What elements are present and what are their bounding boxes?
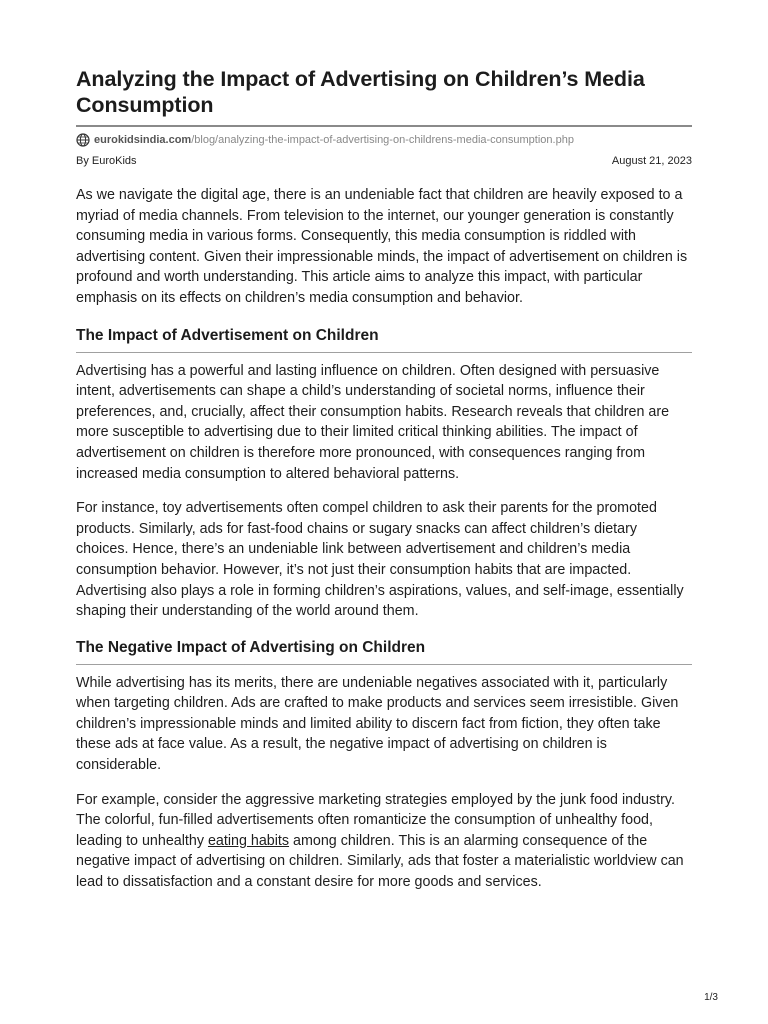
title-divider (76, 125, 692, 127)
source-path[interactable]: /blog/analyzing-the-impact-of-advertising-on-childrens-media-consumption.php (191, 134, 574, 146)
article-page (76, 66, 692, 893)
section-heading: The Impact of Advertisement on Children (76, 326, 379, 344)
page-number: 1/3 (704, 992, 718, 1003)
section-divider (76, 664, 692, 665)
publish-date: August 21, 2023 (611, 155, 692, 167)
body-paragraph: Advertising has a powerful and lasting influence on children. Often designed with persuasive intent, advertisements can shape a child’s understanding of societal norms, influence their preferences, and, crucially, affect their consumption habits. Research reveals that children are more susceptible to advertising due to their limited critical thinking abilities. The impact of advertisement on children is therefore more pronounced, with consequences ranging from increased media consumption to altered behavioral patterns. (76, 362, 670, 482)
section-divider (76, 352, 692, 353)
paragraph-text: For example, consider the aggressive marketing strategies employed by the junk food industry. The colorful, fun-filled advertisements often romanticize the consumption of unhealthy food, leading to unhealthy (76, 791, 675, 849)
source-domain[interactable]: eurokidsindia.com (94, 134, 192, 146)
body-paragraph (76, 790, 692, 893)
body-paragraph: While advertising has its merits, there are undeniable negatives associated with it, particularly when targeting children. Ads are crafted to make products and services seem irresistible. Given children’s impressionable minds and limited ability to discern fact from fiction, they often take these ads at face value. As a result, the negative impact of advertising on children is considerable. (76, 674, 679, 774)
article-meta (76, 154, 692, 168)
source-url[interactable] (76, 132, 692, 148)
section-heading: The Negative Impact of Advertising on Children (76, 638, 426, 656)
eating-habits-link[interactable]: eating habits (207, 832, 290, 849)
page-title: Analyzing the Impact of Advertising on Children’s Media Consumption (76, 67, 645, 117)
intro-paragraph: As we navigate the digital age, there is an undeniable fact that children are heavily exposed to a myriad of media channels. From television to the internet, our younger generation is constantly consuming media in various forms. Consequently, this media consumption is riddled with advertising content. Given their impressionable minds, the impact of advertisement on children is profound and worth understanding. This article aims to analyze this impact, with particular emphasis on its effects on children’s media consumption and behavior. (76, 187, 688, 306)
author-byline: By EuroKids (76, 155, 137, 167)
globe-icon (76, 133, 90, 147)
paragraph-text: among children. This is an alarming consequence of the negative impact of advertising on children. Similarly, ads that foster a materialistic worldview can lead to dissatisfaction and a constant desire for more goods and services. (76, 832, 684, 891)
body-paragraph: For instance, toy advertisements often compel children to ask their parents for the promoted products. Similarly, ads for fast-food chains or sugary snacks can affect children’s dietary choices. Hence, there’s an undeniable link between advertisement and children’s media consumption behavior. However, it’s not just their consumption habits that are impacted. Advertising also plays a role in forming children’s aspirations, values, and self-image, essentially shaping their understanding of the world around them. (76, 500, 684, 620)
